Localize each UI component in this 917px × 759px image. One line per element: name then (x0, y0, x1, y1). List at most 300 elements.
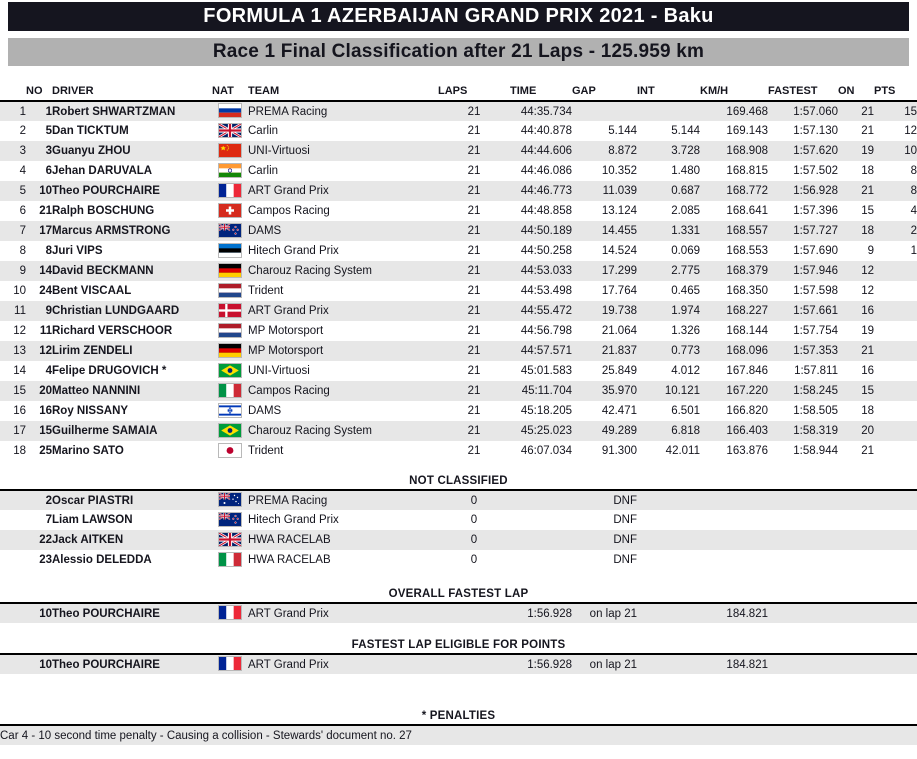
table-row (0, 201, 917, 221)
cell-pos: 7 (19, 225, 26, 237)
cell-gap: 91.300 (601, 445, 637, 457)
flag-GER-icon (218, 343, 242, 358)
cell-laps: 21 (467, 165, 481, 177)
cell-team: PREMA Racing (248, 494, 328, 507)
cell-driver: Ralph BOSCHUNG (52, 205, 155, 217)
cell-int (637, 510, 700, 530)
cell-nat (212, 361, 248, 381)
cell-laps: 21 (467, 205, 481, 217)
cell-driver: Bent VISCAAL (52, 285, 132, 297)
cell-fastest: 1:57.811 (794, 365, 838, 377)
cell-time: 45:18.205 (520, 405, 572, 417)
cell-laps: 21 (467, 145, 481, 157)
col-laps: LAPS (438, 82, 510, 101)
cell-team: Carlin (248, 125, 279, 137)
table-row (0, 341, 917, 361)
cell-pts (874, 361, 917, 381)
col-time: TIME (510, 82, 572, 101)
cell-time: 45:25.023 (520, 425, 572, 437)
cell-nat (212, 550, 248, 570)
cell-driver: Guanyu ZHOU (52, 145, 131, 157)
cell-team: Campos Racing (248, 205, 330, 217)
cell-time: 44:50.189 (520, 225, 572, 237)
cell-kmh: 168.350 (726, 285, 768, 297)
flag-BRA-icon (218, 363, 242, 378)
flag-FRA-icon (218, 605, 242, 620)
cell-on: 12 (861, 265, 874, 277)
cell-time (510, 510, 572, 530)
cell-no: 17 (39, 225, 52, 237)
cell-gap: 11.039 (602, 185, 637, 197)
table-row (0, 550, 917, 570)
cell-nat (212, 101, 248, 121)
cell-on: 15 (861, 205, 874, 217)
event-title-bar (8, 2, 909, 31)
cell-pts (874, 550, 917, 570)
cell-pos: 6 (19, 205, 26, 217)
table-row (0, 281, 917, 301)
cell-pts (874, 530, 917, 550)
cell-pts (874, 654, 917, 674)
cell-pos: 1 (19, 105, 26, 118)
cell-pts (874, 441, 917, 461)
cell-gap: 14.455 (601, 225, 637, 237)
cell-nat (212, 161, 248, 181)
cell-no: 21 (39, 205, 52, 217)
cell-fastest: 1:58.319 (793, 425, 838, 437)
cell-driver: David BECKMANN (52, 265, 154, 277)
penalty-text: Car 4 - 10 second time penalty - Causing a collision - Stewards' document no. 27 (0, 725, 917, 745)
cell-time: 44:44.606 (520, 145, 572, 157)
cell-fastest: 1:58.245 (793, 385, 838, 397)
cell-pos: 5 (19, 185, 26, 197)
cell-time: 44:35.734 (520, 105, 572, 118)
cell-on (838, 550, 874, 570)
cell-nat (212, 321, 248, 341)
cell-nat (212, 181, 248, 201)
fastest-lap-points-table (0, 653, 917, 674)
col-gap: GAP (572, 82, 637, 101)
table-row (0, 361, 917, 381)
cell-pts (874, 490, 917, 510)
cell-nat (212, 261, 248, 281)
flag-EST-icon (218, 243, 242, 258)
cell-pos: 12 (13, 325, 26, 337)
cell-pos (0, 490, 26, 510)
overall-fastest-lap-rows (0, 603, 917, 623)
cell-fastest (768, 550, 838, 570)
cell-nat (212, 221, 248, 241)
cell-no: 14 (39, 265, 52, 277)
cell-on: 19 (861, 145, 874, 157)
cell-on (838, 530, 874, 550)
cell-nat (212, 441, 248, 461)
cell-int (637, 490, 700, 510)
cell-fastest (768, 603, 838, 623)
cell-fastest: 1:57.690 (793, 245, 838, 257)
cell-gap: on lap 21 (589, 607, 637, 620)
cell-nat (212, 490, 248, 510)
cell-pts (874, 341, 917, 361)
cell-laps (438, 603, 510, 623)
cell-pos (0, 510, 26, 530)
cell-kmh: 168.815 (726, 165, 768, 177)
flag-AUS-icon (218, 492, 242, 507)
cell-no: 10 (39, 607, 52, 620)
cell-kmh: 168.641 (726, 205, 768, 217)
cell-pos: 16 (13, 405, 26, 417)
cell-kmh: 168.096 (726, 345, 768, 357)
cell-team: DAMS (248, 225, 282, 237)
table-row (0, 161, 917, 181)
cell-time: 44:55.472 (520, 305, 572, 317)
cell-laps: 21 (467, 425, 481, 437)
cell-kmh: 166.403 (726, 425, 768, 437)
cell-time: 44:48.858 (520, 205, 572, 217)
header-row (0, 82, 917, 101)
cell-time: 44:46.773 (520, 185, 572, 197)
cell-fastest (768, 490, 838, 510)
cell-int: 10.121 (664, 385, 700, 397)
table-row (0, 401, 917, 421)
table-row (0, 221, 917, 241)
cell-pos: 17 (13, 425, 26, 437)
cell-no: 25 (39, 445, 52, 457)
classified-rows (0, 101, 917, 461)
cell-pts: 15 (904, 105, 917, 118)
cell-pts (874, 321, 917, 341)
cell-fastest: 1:57.130 (793, 125, 838, 137)
cell-pos: 4 (19, 165, 26, 177)
cell-gap: 49.289 (601, 425, 637, 437)
cell-pts (874, 401, 917, 421)
cell-driver: Alessio DELEDDA (52, 554, 152, 566)
flag-CHN-icon (218, 143, 242, 158)
cell-pos: 18 (13, 445, 26, 457)
cell-time: 1:56.928 (527, 607, 572, 620)
cell-time: 44:53.033 (520, 265, 572, 277)
event-title: FORMULA 1 AZERBAIJAN GRAND PRIX 2021 - Baku (203, 5, 714, 27)
cell-no: 8 (45, 245, 52, 257)
cell-pos: 11 (14, 305, 26, 317)
cell-int: 1.331 (671, 225, 700, 237)
flag-NZL-icon (218, 512, 242, 527)
cell-no: 11 (39, 325, 52, 337)
cell-pos: 3 (19, 145, 26, 157)
cell-pts (874, 510, 917, 530)
cell-no: 5 (45, 125, 52, 137)
cell-gap: 13.124 (601, 205, 637, 217)
cell-pts: 8 (910, 185, 917, 197)
cell-gap: 17.299 (601, 265, 637, 277)
penalties-title: * PENALTIES (421, 710, 496, 722)
cell-int (637, 603, 700, 623)
table-row (0, 490, 917, 510)
cell-gap: DNF (613, 534, 637, 546)
flag-NED-icon (218, 323, 242, 338)
cell-team: Hitech Grand Prix (248, 514, 339, 526)
flag-FRA-icon (218, 656, 242, 671)
cell-team: ART Grand Prix (248, 607, 329, 620)
cell-nat (212, 141, 248, 161)
penalties-table (0, 724, 917, 745)
cell-on: 18 (861, 165, 874, 177)
cell-driver: Jehan DARUVALA (52, 165, 153, 177)
cell-gap (572, 101, 637, 121)
cell-nat (212, 201, 248, 221)
cell-on: 21 (861, 105, 874, 118)
flag-IND-icon (218, 163, 242, 178)
cell-no: 23 (39, 554, 52, 566)
cell-pos (0, 603, 26, 623)
cell-time: 45:01.583 (520, 365, 572, 377)
cell-fastest: 1:57.754 (793, 325, 838, 337)
cell-on: 16 (861, 365, 874, 377)
cell-laps: 21 (467, 305, 481, 317)
cell-kmh: 184.821 (726, 658, 768, 671)
cell-gap: 17.764 (601, 285, 637, 297)
cell-pts (874, 381, 917, 401)
cell-kmh: 168.379 (726, 265, 768, 277)
cell-pos (0, 530, 26, 550)
flag-GBR-icon (218, 532, 242, 547)
cell-driver: Richard VERSCHOOR (52, 325, 173, 337)
cell-time: 44:56.798 (520, 325, 572, 337)
table-row (0, 530, 917, 550)
cell-gap: 14.524 (601, 245, 637, 257)
cell-kmh: 168.553 (726, 245, 768, 257)
cell-laps: 21 (467, 245, 481, 257)
cell-on: 9 (867, 245, 874, 257)
race-subtitle: Race 1 Final Classification after 21 Laps - 125.959 km (212, 41, 705, 62)
cell-laps: 21 (467, 285, 481, 297)
cell-laps: 0 (470, 514, 478, 526)
flag-ISR-icon (218, 403, 242, 418)
cell-no: 6 (45, 165, 52, 177)
cell-nat (212, 381, 248, 401)
cell-laps: 21 (467, 445, 481, 457)
cell-team: DAMS (248, 405, 282, 417)
cell-kmh: 168.557 (726, 225, 768, 237)
cell-pts: 2 (910, 225, 917, 237)
cell-fastest: 1:57.060 (793, 105, 838, 118)
cell-team: MP Motorsport (248, 325, 324, 337)
table-row (0, 261, 917, 281)
cell-pos: 15 (13, 385, 26, 397)
cell-driver: Robert SHWARTZMAN (52, 105, 176, 118)
cell-pts: 4 (910, 205, 917, 217)
cell-driver: Lirim ZENDELI (52, 345, 133, 357)
cell-driver: Marino SATO (52, 445, 124, 457)
cell-driver: Christian LUNDGAARD (52, 305, 180, 317)
cell-no: 20 (39, 385, 52, 397)
cell-driver: Guilherme SAMAIA (52, 425, 158, 437)
cell-nat (212, 510, 248, 530)
col-no: NO (26, 82, 52, 101)
cell-no: 15 (39, 425, 52, 437)
cell-pts (874, 421, 917, 441)
cell-pos: 13 (13, 345, 26, 357)
cell-time: 44:53.498 (520, 285, 572, 297)
cell-gap: 35.970 (601, 385, 637, 397)
cell-fastest: 1:57.946 (793, 265, 838, 277)
cell-pts: 10 (904, 145, 917, 157)
cell-no: 10 (39, 185, 52, 197)
col-on: ON (838, 82, 874, 101)
cell-kmh (700, 510, 768, 530)
col-nat: NAT (212, 82, 248, 101)
table-row (0, 381, 917, 401)
cell-pos (0, 654, 26, 674)
cell-no: 4 (45, 365, 52, 377)
cell-kmh: 163.876 (726, 445, 768, 457)
classification-header (0, 82, 917, 101)
cell-team: Trident (248, 285, 284, 297)
cell-gap: 21.064 (601, 325, 637, 337)
flag-BRA-icon (218, 423, 242, 438)
cell-pos: 10 (13, 285, 26, 297)
cell-gap: 19.738 (601, 305, 637, 317)
cell-fastest: 1:57.727 (793, 225, 838, 237)
cell-no: 12 (39, 345, 52, 357)
not-classified-table (0, 489, 917, 570)
cell-laps: 0 (470, 534, 478, 546)
cell-pos (0, 550, 26, 570)
cell-time: 46:07.034 (520, 445, 572, 457)
table-row (0, 101, 917, 121)
cell-pts: 1 (910, 245, 917, 257)
cell-gap: on lap 21 (589, 658, 637, 671)
cell-on (838, 654, 874, 674)
cell-on (838, 510, 874, 530)
cell-laps: 21 (467, 345, 481, 357)
cell-int: 1.480 (671, 165, 700, 177)
cell-team: ART Grand Prix (248, 658, 329, 671)
cell-laps (438, 654, 510, 674)
cell-on (838, 490, 874, 510)
cell-nat (212, 281, 248, 301)
flag-NZL-icon (218, 223, 242, 238)
cell-pts (874, 261, 917, 281)
cell-fastest: 1:56.928 (793, 185, 838, 197)
cell-no: 1 (45, 105, 52, 118)
col-position (0, 82, 26, 101)
cell-pos: 14 (13, 365, 26, 377)
cell-gap: 10.352 (601, 165, 637, 177)
cell-int: 3.728 (671, 145, 700, 157)
cell-int: 0.465 (671, 285, 700, 297)
flag-JPN-icon (218, 443, 242, 458)
cell-on (838, 603, 874, 623)
cell-int: 0.687 (671, 185, 700, 197)
cell-driver: Dan TICKTUM (52, 125, 129, 137)
cell-laps: 0 (470, 554, 478, 566)
cell-team: UNI-Virtuosi (248, 145, 310, 157)
cell-nat (212, 341, 248, 361)
flag-ITA-icon (218, 552, 242, 567)
flag-SUI-icon (218, 203, 242, 218)
cell-gap: DNF (613, 554, 637, 566)
cell-fastest: 1:57.502 (793, 165, 838, 177)
cell-laps: 21 (467, 225, 481, 237)
cell-laps: 0 (470, 494, 478, 507)
cell-kmh: 184.821 (726, 607, 768, 620)
cell-gap: 8.872 (608, 145, 637, 157)
cell-time: 44:50.258 (520, 245, 572, 257)
cell-laps: 21 (467, 185, 481, 197)
cell-pts: 8 (910, 165, 917, 177)
cell-kmh: 167.220 (726, 385, 768, 397)
cell-on: 12 (861, 285, 874, 297)
cell-team: UNI-Virtuosi (248, 365, 310, 377)
cell-int: 0.069 (671, 245, 700, 257)
cell-team: Trident (248, 445, 284, 457)
cell-nat (212, 654, 248, 674)
cell-time: 44:57.571 (520, 345, 572, 357)
cell-driver: Matteo NANNINI (52, 385, 141, 397)
table-row (0, 121, 917, 141)
flag-FRA-icon (218, 183, 242, 198)
cell-team: Charouz Racing System (248, 425, 372, 437)
flag-DEN-icon (218, 303, 242, 318)
table-row (0, 321, 917, 341)
table-row (0, 510, 917, 530)
cell-team: Charouz Racing System (248, 265, 372, 277)
cell-driver: Felipe DRUGOVICH * (52, 365, 167, 377)
not-classified-rows (0, 490, 917, 570)
cell-kmh: 168.908 (726, 145, 768, 157)
cell-on: 21 (861, 125, 874, 137)
cell-pts (874, 603, 917, 623)
cell-on: 18 (861, 405, 874, 417)
cell-no: 22 (39, 534, 52, 546)
cell-fastest: 1:57.353 (793, 345, 838, 357)
cell-driver: Jack AITKEN (52, 534, 124, 546)
cell-on: 21 (861, 185, 874, 197)
cell-fastest: 1:58.505 (793, 405, 838, 417)
cell-kmh (700, 550, 768, 570)
cell-laps: 21 (467, 125, 481, 137)
cell-driver: Marcus ARMSTRONG (52, 225, 171, 237)
cell-driver: Roy NISSANY (52, 405, 129, 417)
cell-on: 16 (861, 305, 874, 317)
cell-driver: Oscar PIASTRI (52, 494, 134, 507)
cell-team: HWA RACELAB (248, 534, 331, 546)
overall-fastest-lap-table (0, 602, 917, 623)
cell-kmh: 169.143 (726, 125, 768, 137)
cell-laps: 21 (467, 365, 481, 377)
classification-table (0, 82, 917, 461)
cell-kmh (700, 490, 768, 510)
cell-no: 16 (39, 405, 52, 417)
cell-nat (212, 301, 248, 321)
flag-GER-icon (218, 263, 242, 278)
cell-gap: 21.837 (601, 345, 637, 357)
race-subtitle-bar (8, 38, 909, 66)
cell-time (510, 490, 572, 510)
cell-time: 44:46.086 (520, 165, 572, 177)
table-row (0, 141, 917, 161)
cell-driver: Theo POURCHAIRE (52, 658, 160, 671)
overall-fastest-lap-title: OVERALL FASTEST LAP (388, 588, 529, 600)
cell-fastest: 1:57.620 (793, 145, 838, 157)
table-row (0, 421, 917, 441)
cell-laps: 21 (467, 385, 481, 397)
cell-no: 7 (45, 514, 52, 526)
table-row (0, 603, 917, 623)
cell-nat (212, 603, 248, 623)
cell-team: ART Grand Prix (248, 305, 329, 317)
